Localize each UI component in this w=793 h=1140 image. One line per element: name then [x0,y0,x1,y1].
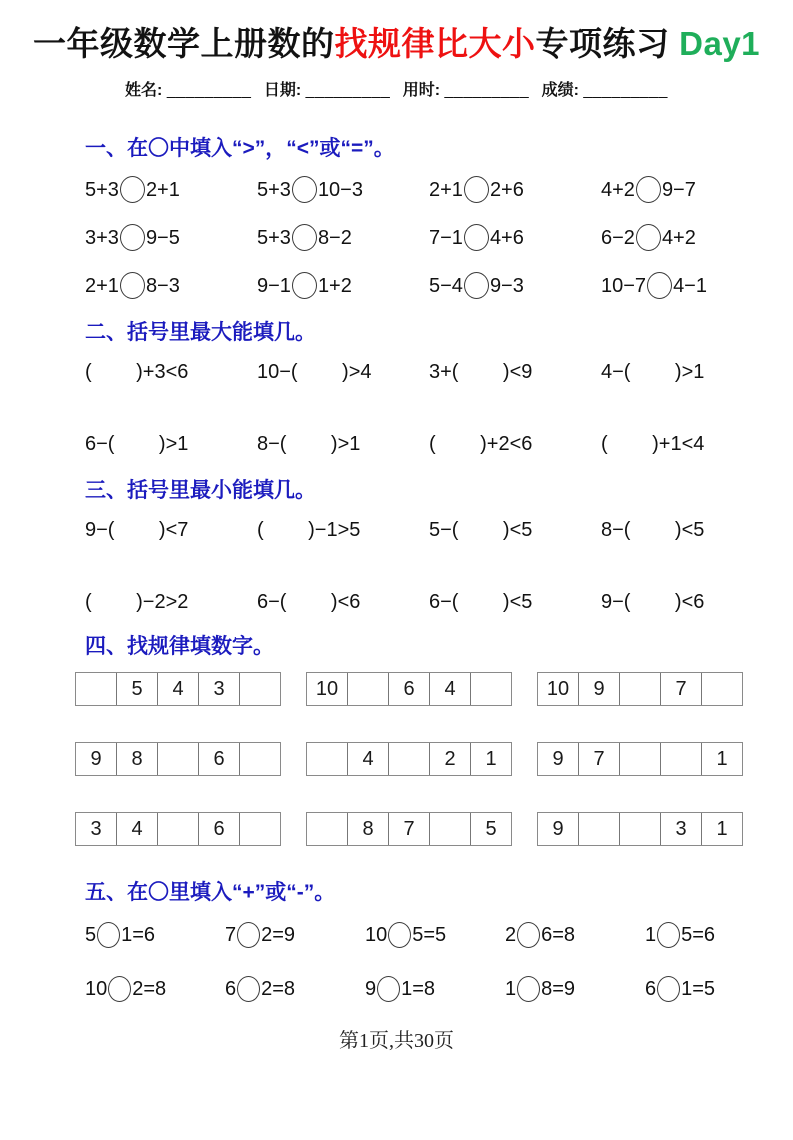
answer-circle[interactable] [292,272,317,299]
table-cell: 7 [388,813,429,845]
compare-problem-9 [85,266,257,306]
time-label: 用时: [402,82,441,99]
page-title [0,18,793,65]
sign-problem-3 [365,914,505,956]
answer-circle[interactable] [636,224,661,251]
answer-circle[interactable] [464,176,489,203]
expr-right: 5=6 [681,924,716,946]
max-fill-problem-7[interactable]: ( )+2<6 [429,433,533,455]
expr-right: 1+2 [317,275,352,297]
expr-right: 5=5 [412,924,447,946]
min-fill-problem-8[interactable]: 9−( )<6 [601,591,705,613]
table-cell-blank[interactable] [578,813,619,845]
title-black-1: 一年级数学上册数的 [32,25,335,62]
compare-problem-6 [257,218,429,258]
expr-left: 1 [645,924,657,946]
expr-right: 4+6 [489,227,524,249]
expr-right: 9−5 [145,227,180,249]
table-cell: 4 [116,813,157,845]
table-cell-blank[interactable] [701,673,742,705]
table-cell: 1 [470,743,511,775]
sign-problem-1 [85,914,225,956]
name-blank-line[interactable]: _________ [166,82,252,99]
compare-problem-11 [429,266,601,306]
table-cell-blank[interactable] [307,813,347,845]
table-cell: 3 [198,673,239,705]
table-cell: 7 [660,673,701,705]
expr-left: 2+1 [85,275,119,297]
pattern-table-5 [306,742,512,776]
compare-problem-5 [85,218,257,258]
answer-circle[interactable] [120,224,145,251]
expr-left: 2+1 [429,179,463,201]
expr-left: 7−1 [429,227,463,249]
expr-right: 8−3 [145,275,180,297]
section1-problems [85,170,773,306]
expr-right: 2+1 [145,179,180,201]
table-cell-blank[interactable] [239,813,280,845]
pattern-tables-row-3 [75,812,793,846]
table-cell-blank[interactable] [619,813,660,845]
answer-circle[interactable] [292,224,317,251]
section3-heading: 三、括号里最小能填几。 [85,479,316,502]
table-cell: 10 [546,677,570,700]
answer-circle[interactable] [108,976,131,1002]
answer-circle[interactable] [517,922,540,948]
min-fill-problem-4[interactable]: 8−( )<5 [601,519,705,541]
compare-problem-3 [429,170,601,210]
min-fill-problem-3[interactable]: 5−( )<5 [429,519,533,541]
expr-left: 6 [225,978,237,1000]
table-cell: 1 [701,813,742,845]
table-cell-blank[interactable] [239,673,280,705]
min-fill-problem-6[interactable]: 6−( )<6 [257,591,361,613]
table-cell: 1 [701,743,742,775]
table-cell-blank[interactable] [660,743,701,775]
table-cell: 10 [315,677,339,700]
table-cell-blank[interactable] [307,743,347,775]
table-cell-blank[interactable] [619,743,660,775]
table-cell: 4 [347,743,388,775]
time-blank-line[interactable]: _________ [444,82,530,99]
expr-right: 9−3 [489,275,524,297]
answer-circle[interactable] [636,176,661,203]
table-cell-blank[interactable] [157,813,198,845]
expr-left: 1 [505,978,517,1000]
expr-left: 2 [505,924,517,946]
table-cell-blank[interactable] [347,673,388,705]
pattern-table-4 [75,742,281,776]
max-fill-problem-8[interactable]: ( )+1<4 [601,433,705,455]
table-cell: 3 [660,813,701,845]
expr-left: 10 [85,978,108,1000]
section3-problems [85,510,773,622]
expr-left: 9 [365,978,377,1000]
answer-circle[interactable] [120,176,145,203]
answer-circle[interactable] [647,272,672,299]
worksheet-page [0,18,793,1053]
score-blank-line[interactable]: _________ [583,82,668,99]
name-label: 姓名: [125,82,163,99]
table-cell: 9 [552,817,564,840]
expr-right: 2=8 [132,978,167,1000]
expr-right: 8=9 [541,978,576,1000]
sign-problem-6 [85,968,225,1010]
answer-circle[interactable] [292,176,317,203]
section5-problems [85,914,785,1010]
sign-problem-4 [505,914,645,956]
expr-left: 3+3 [85,227,119,249]
expr-right: 8−2 [317,227,352,249]
compare-problem-8 [601,218,773,258]
date-blank-line[interactable]: _________ [305,82,391,99]
compare-problem-4 [601,170,773,210]
expr-left: 6−2 [601,227,635,249]
title-red: 找规律比大小 [334,25,536,62]
pattern-table-9 [537,812,743,846]
name-field [125,82,251,99]
table-cell: 5 [470,813,511,845]
max-fill-problem-6[interactable]: 8−( )>1 [257,433,361,455]
table-cell: 2 [429,743,470,775]
table-cell-blank[interactable] [388,743,429,775]
min-fill-problem-7[interactable]: 6−( )<5 [429,591,533,613]
table-cell: 9 [552,747,564,770]
table-cell: 8 [116,743,157,775]
expr-right: 2=9 [261,924,296,946]
compare-problem-1 [85,170,257,210]
pattern-table-8 [306,812,512,846]
expr-left: 6 [645,978,657,1000]
expr-right: 2=8 [261,978,296,1000]
expr-left: 5−4 [429,275,463,297]
table-cell: 4 [157,673,198,705]
compare-problem-12 [601,266,773,306]
expr-right: 1=5 [681,978,716,1000]
page-number-footer: 第1页,共30页 [339,1030,454,1052]
max-fill-problem-3[interactable]: 3+( )<9 [429,361,533,383]
expr-left: 9−1 [257,275,291,297]
pattern-table-7 [75,812,281,846]
sign-problem-2 [225,914,365,956]
date-label: 日期: [263,82,302,99]
expr-right: 1=6 [121,924,156,946]
sign-problem-8 [365,968,505,1010]
table-cell: 9 [90,747,102,770]
answer-circle[interactable] [377,976,400,1002]
pattern-tables-row-2 [75,742,793,776]
expr-left: 5 [85,924,97,946]
table-cell: 9 [578,673,619,705]
table-cell: 6 [198,743,239,775]
compare-problem-10 [257,266,429,306]
compare-problem-2 [257,170,429,210]
table-cell-blank[interactable] [470,673,511,705]
pattern-table-1 [75,672,281,706]
expr-right: 4+2 [661,227,696,249]
expr-right: 9−7 [661,179,696,201]
answer-circle[interactable] [388,922,411,948]
compare-problem-7 [429,218,601,258]
pattern-table-2 [306,672,512,706]
table-cell: 5 [116,673,157,705]
pattern-table-6 [537,742,743,776]
table-cell-blank[interactable] [76,673,116,705]
expr-right: 2+6 [489,179,524,201]
expr-left: 5+3 [257,227,291,249]
table-cell: 8 [347,813,388,845]
title-day-badge: Day1 [679,25,761,62]
section4-heading: 四、找规律填数字。 [85,635,274,658]
answer-circle[interactable] [120,272,145,299]
min-fill-problem-1[interactable]: 9−( )<7 [85,519,189,541]
answer-circle[interactable] [464,224,489,251]
time-field [403,82,529,99]
table-cell: 6 [388,673,429,705]
max-fill-problem-5[interactable]: 6−( )>1 [85,433,189,455]
answer-circle[interactable] [237,976,260,1002]
table-cell-blank[interactable] [619,673,660,705]
max-fill-problem-2[interactable]: 10−( )>4 [257,361,372,383]
sign-problem-9 [505,968,645,1010]
expr-right: 4−1 [673,275,707,297]
table-cell: 7 [578,743,619,775]
table-cell-blank[interactable] [157,743,198,775]
expr-left: 5+3 [257,179,291,201]
pattern-tables-row-1 [75,672,793,706]
expr-left: 10 [365,924,388,946]
expr-left: 7 [225,924,237,946]
expr-left: 4+2 [601,179,635,201]
date-field [264,82,390,99]
expr-right: 1=8 [401,978,436,1000]
expr-left: 10−7 [601,275,647,297]
expr-right: 6=8 [541,924,576,946]
answer-circle[interactable] [97,922,120,948]
table-cell-blank[interactable] [429,813,470,845]
section2-heading: 二、括号里最大能填几。 [85,321,316,344]
table-cell: 6 [198,813,239,845]
expr-left: 5+3 [85,179,119,201]
max-fill-problem-1[interactable]: ( )+3<6 [85,361,189,383]
sign-problem-10 [645,968,785,1010]
title-black-2: 专项练习 [535,25,670,62]
min-fill-problem-2[interactable]: ( )−1>5 [257,519,361,541]
table-cell: 4 [429,673,470,705]
section2-problems [85,352,773,464]
section1-heading: 一、在〇中填入“>”，“<”或“=”。 [85,137,395,160]
answer-circle[interactable] [517,976,540,1002]
pattern-table-3 [537,672,743,706]
section5-heading: 五、在〇里填入“+”或“-”。 [85,881,336,904]
answer-circle[interactable] [657,976,680,1002]
answer-circle[interactable] [237,922,260,948]
max-fill-problem-4[interactable]: 4−( )>1 [601,361,705,383]
expr-right: 10−3 [317,179,363,201]
answer-circle[interactable] [464,272,489,299]
answer-circle[interactable] [657,922,680,948]
table-cell-blank[interactable] [239,743,280,775]
student-info-row [0,77,793,100]
min-fill-problem-5[interactable]: ( )−2>2 [85,591,189,613]
score-field [542,82,668,99]
sign-problem-5 [645,914,785,956]
sign-problem-7 [225,968,365,1010]
score-label: 成绩: [541,82,579,99]
table-cell: 3 [90,817,102,840]
